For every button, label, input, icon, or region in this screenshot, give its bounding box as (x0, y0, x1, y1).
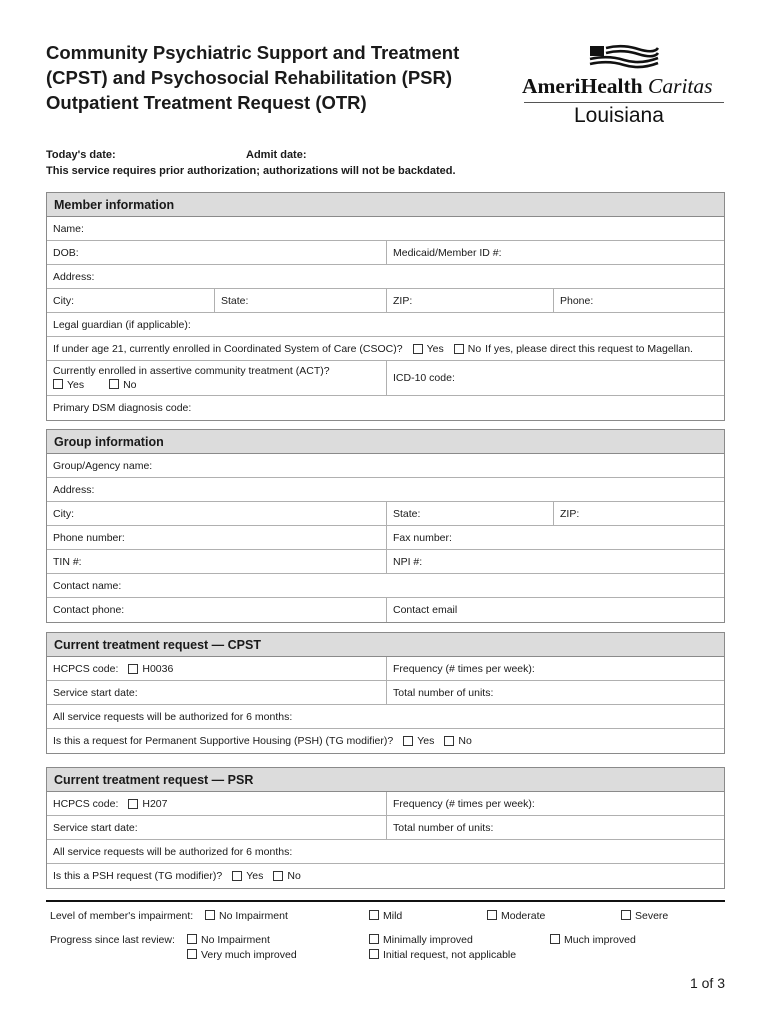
group-information-section (46, 429, 725, 623)
flag-icon (588, 44, 660, 70)
yes-label: Yes (417, 735, 435, 747)
agency-name-field[interactable]: Group/Agency name: (53, 459, 153, 472)
yes-label: Yes (67, 379, 85, 391)
act-question: Currently enrolled in assertive community treatment (ACT)? (53, 365, 330, 377)
section-heading: Current treatment request — CPST (47, 633, 724, 657)
psr-psh-no-checkbox[interactable] (273, 871, 283, 881)
group-zip-field[interactable]: ZIP: (553, 502, 724, 525)
admit-date-label: Admit date: (246, 149, 307, 161)
assessment-block (46, 900, 725, 966)
legal-guardian-field[interactable]: Legal guardian (if applicable): (53, 318, 191, 331)
member-zip-field[interactable]: ZIP: (386, 289, 553, 312)
hcpcs-code: H0036 (142, 662, 174, 675)
progress-option[interactable]: Minimally improved (369, 934, 473, 946)
yes-label: Yes (246, 870, 264, 882)
form-title (46, 40, 516, 115)
phone-number-field[interactable]: Phone number: (53, 531, 125, 544)
member-state-field[interactable]: State: (214, 289, 386, 312)
progress-option[interactable]: Initial request, not applicable (369, 949, 516, 961)
psr-authorized-note: All service requests will be authorized for 6 months: (53, 845, 293, 858)
group-address-field[interactable]: Address: (53, 483, 95, 496)
cpst-start-date-field[interactable]: Service start date: (53, 686, 138, 699)
title-line: Community Psychiatric Support and Treatment (46, 42, 460, 63)
section-heading: Group information (47, 430, 724, 454)
member-city-field[interactable]: City: (53, 294, 74, 307)
hcpcs-label: HCPCS code: (53, 662, 119, 675)
cpst-request-section (46, 632, 725, 754)
psr-hcpcs-cell (47, 792, 386, 815)
member-address-field[interactable]: Address: (53, 270, 95, 283)
cpst-h0036-checkbox[interactable] (128, 664, 138, 674)
csoc-note: If yes, please direct this request to Magellan. (485, 342, 693, 355)
progress-option[interactable]: Much improved (550, 934, 636, 946)
cpst-psh-no-checkbox[interactable] (444, 736, 454, 746)
impairment-label: Level of member's impairment: (50, 910, 194, 922)
impairment-option[interactable]: No Impairment (205, 910, 288, 922)
contact-email-field[interactable]: Contact email (386, 598, 724, 622)
hcpcs-code: H207 (142, 797, 168, 810)
psh-question: Is this a PSH request (TG modifier)? (53, 870, 223, 882)
cpst-psh-row (47, 729, 724, 753)
authorization-notice: This service requires prior authorization; authorizations will not be backdated. (46, 165, 456, 177)
npi-field[interactable]: NPI #: (386, 550, 724, 573)
dsm-code-field[interactable]: Primary DSM diagnosis code: (53, 402, 192, 414)
hcpcs-label: HCPCS code: (53, 797, 119, 810)
cpst-authorized-note: All service requests will be authorized for 6 months: (53, 710, 293, 723)
progress-option[interactable]: No Impairment (187, 934, 270, 946)
psh-question: Is this a request for Permanent Supportive Housing (PSH) (TG modifier)? (53, 735, 394, 747)
todays-date-label: Today's date: (46, 149, 116, 161)
fax-number-field[interactable]: Fax number: (386, 526, 724, 549)
impairment-option[interactable]: Moderate (487, 910, 545, 922)
group-state-field[interactable]: State: (386, 502, 553, 525)
dob-field[interactable]: DOB: (53, 246, 79, 259)
csoc-question: If under age 21, currently enrolled in Coordinated System of Care (CSOC)? (53, 342, 403, 355)
progress-row (46, 926, 725, 966)
section-heading: Member information (47, 193, 724, 217)
member-name-field[interactable]: Name: (53, 222, 84, 235)
psr-psh-yes-checkbox[interactable] (232, 871, 242, 881)
contact-phone-field[interactable]: Contact phone: (53, 604, 125, 616)
csoc-no-checkbox[interactable] (454, 344, 464, 354)
page-number: 1 of 3 (689, 975, 725, 991)
csoc-row (47, 337, 724, 360)
title-line: Outpatient Treatment Request (OTR) (46, 92, 367, 113)
amerihealth-caritas-logo (520, 44, 730, 134)
impairment-option[interactable]: Severe (621, 910, 668, 922)
tin-field[interactable]: TIN #: (53, 555, 82, 568)
title-line: (CPST) and Psychosocial Rehabilitation (PSR) (46, 67, 453, 88)
impairment-row (46, 902, 725, 926)
no-label: No (287, 870, 301, 882)
brand-state: Louisiana (574, 104, 664, 127)
no-label: No (123, 379, 137, 391)
act-no-checkbox[interactable] (109, 379, 119, 389)
contact-name-field[interactable]: Contact name: (53, 579, 122, 592)
intro (46, 149, 456, 181)
cpst-psh-yes-checkbox[interactable] (403, 736, 413, 746)
psr-psh-row (47, 864, 724, 888)
group-city-field[interactable]: City: (53, 507, 74, 520)
member-information-section (46, 192, 725, 421)
psr-h207-checkbox[interactable] (128, 799, 138, 809)
act-cell (47, 361, 386, 395)
cpst-units-field[interactable]: Total number of units: (386, 681, 724, 704)
brand-name: AmeriHealth Caritas (522, 74, 713, 98)
psr-units-field[interactable]: Total number of units: (386, 816, 724, 839)
yes-label: Yes (426, 342, 444, 355)
impairment-option[interactable]: Mild (369, 910, 402, 922)
section-heading: Current treatment request — PSR (47, 768, 724, 792)
medicaid-id-field[interactable]: Medicaid/Member ID #: (386, 241, 724, 264)
no-label: No (458, 735, 472, 747)
no-label: No (467, 342, 482, 355)
cpst-hcpcs-cell (47, 657, 386, 680)
psr-frequency-field[interactable]: Frequency (# times per week): (386, 792, 724, 815)
act-yes-checkbox[interactable] (53, 379, 63, 389)
psr-request-section (46, 767, 725, 889)
progress-label: Progress since last review: (50, 934, 175, 946)
member-phone-field[interactable]: Phone: (553, 289, 724, 312)
csoc-yes-checkbox[interactable] (413, 344, 423, 354)
progress-option[interactable]: Very much improved (187, 949, 297, 961)
cpst-frequency-field[interactable]: Frequency (# times per week): (386, 657, 724, 680)
psr-start-date-field[interactable]: Service start date: (53, 821, 138, 834)
icd10-field[interactable]: ICD-10 code: (386, 361, 724, 395)
